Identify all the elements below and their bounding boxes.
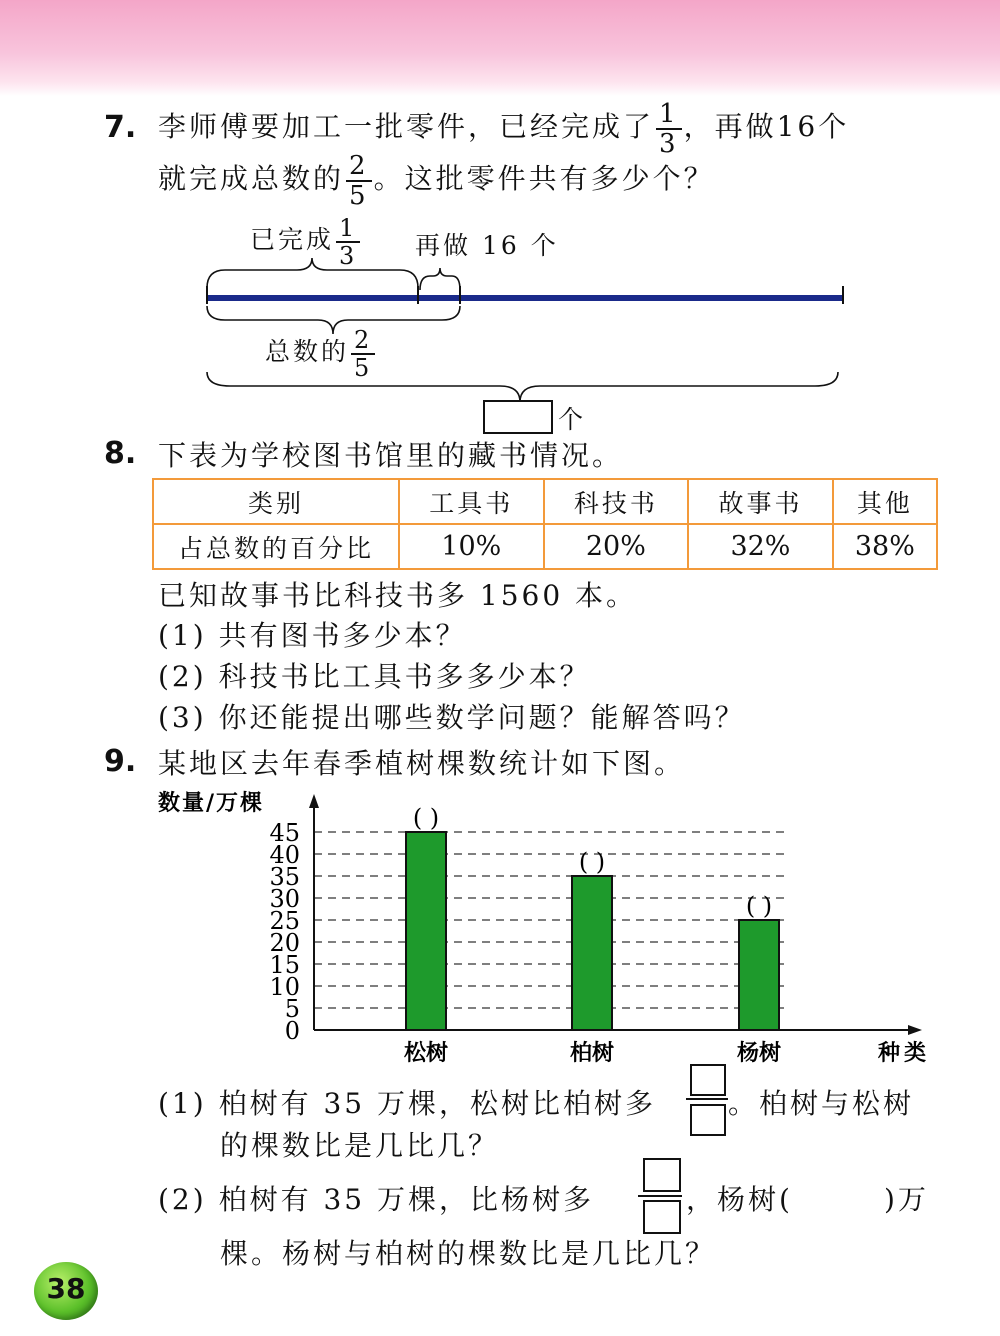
y-tick-label: 20 bbox=[269, 929, 300, 957]
bar-2 bbox=[572, 876, 612, 1030]
x-axis-arrow bbox=[908, 1025, 922, 1035]
q9-sub2-unit: )万 bbox=[884, 1183, 929, 1216]
q8-sub3 bbox=[158, 696, 746, 736]
fraction-numerator: 2 bbox=[349, 150, 369, 181]
q9-sub1-line2: 的棵数比是几比几？ bbox=[220, 1129, 500, 1162]
library-table bbox=[152, 478, 938, 570]
q9-sub1-tail: 。柏树与松树 bbox=[728, 1087, 915, 1120]
brace-done bbox=[207, 258, 418, 288]
bar-value-blank: ( ) bbox=[745, 892, 773, 920]
brace-two-fifths bbox=[207, 306, 460, 334]
table-header-cell: 科技书 bbox=[544, 479, 689, 524]
fraction-denominator: 3 bbox=[659, 128, 679, 159]
table-header-cell: 故事书 bbox=[688, 479, 833, 524]
sub-text: 柏树有 35 万棵，松树比柏树多 bbox=[218, 1087, 657, 1120]
q8-sub1 bbox=[158, 614, 467, 654]
q8-number: 8. bbox=[104, 436, 137, 471]
q9-sub1-denominator-box[interactable] bbox=[690, 1104, 726, 1136]
brace-total bbox=[207, 372, 838, 402]
table-header-cell: 其他 bbox=[833, 479, 937, 524]
bar-3 bbox=[739, 920, 779, 1030]
sub-text: 科技书比工具书多多少本？ bbox=[218, 660, 591, 693]
table-row-label: 占总数的百分比 bbox=[153, 524, 399, 569]
sub-index: (3) bbox=[158, 701, 207, 734]
q7-number: 7. bbox=[104, 110, 137, 145]
total-label-text: 总数的 bbox=[265, 337, 350, 366]
y-tick-label: 25 bbox=[269, 907, 300, 935]
fraction-numerator: 1 bbox=[339, 213, 358, 242]
q9-sub2-line1 bbox=[158, 1178, 594, 1218]
q9-sub2-blank[interactable] bbox=[810, 1178, 880, 1214]
fraction-denominator: 3 bbox=[339, 241, 358, 270]
x-axis-label: 种类 bbox=[878, 1040, 931, 1066]
x-tick-label: 柏树 bbox=[569, 1040, 615, 1066]
y-tick-label: 35 bbox=[269, 863, 300, 891]
q9-sub2-mid: ，杨树( bbox=[686, 1183, 793, 1216]
bar-value-blank: ( ) bbox=[412, 804, 440, 832]
y-tick-label: 10 bbox=[269, 973, 300, 1001]
sub-index: (1) bbox=[158, 1087, 207, 1120]
q7-line1-tail: ，再做16个 bbox=[683, 110, 850, 143]
sub-text: 你还能提出哪些数学问题？能解答吗？ bbox=[218, 701, 746, 734]
table-cell: 10% bbox=[399, 524, 544, 569]
fraction-numerator: 2 bbox=[354, 325, 373, 354]
q7-line2-head: 就完成总数的 bbox=[158, 162, 345, 195]
table-header-cell: 类别 bbox=[153, 479, 399, 524]
y-tick-label: 40 bbox=[269, 841, 300, 869]
x-tick-label: 杨树 bbox=[736, 1040, 782, 1066]
done-label-text: 已完成 bbox=[250, 225, 335, 254]
tree-bar-chart bbox=[140, 780, 960, 1080]
table-row bbox=[153, 524, 937, 569]
q8-given: 已知故事书比科技书多 1560 本。 bbox=[158, 579, 638, 612]
q9-sub2-numerator-box[interactable] bbox=[643, 1158, 681, 1192]
q9-sub1-numerator-box[interactable] bbox=[690, 1064, 726, 1096]
q9-sub2-fraction-bar bbox=[638, 1195, 682, 1197]
q9-sub2-line2: 棵。杨树与柏树的棵数比是几比几？ bbox=[220, 1237, 717, 1270]
table-header-row bbox=[153, 479, 937, 524]
q9-sub2-denominator-box[interactable] bbox=[643, 1200, 681, 1234]
bar-1 bbox=[406, 832, 446, 1030]
page-number: 38 bbox=[46, 1272, 86, 1305]
y-tick-label: 15 bbox=[269, 951, 300, 979]
sub-index: (1) bbox=[158, 619, 207, 652]
bar-value-blank: ( ) bbox=[578, 848, 606, 876]
sub-index: (2) bbox=[158, 1183, 207, 1216]
y-tick-label: 30 bbox=[269, 885, 300, 913]
fraction-denominator: 5 bbox=[354, 353, 373, 382]
q8-intro: 下表为学校图书馆里的藏书情况。 bbox=[158, 439, 624, 472]
q9-sub1-line1 bbox=[158, 1082, 656, 1122]
q9-sub1-fraction-bar bbox=[686, 1098, 728, 1100]
table-cell: 32% bbox=[688, 524, 833, 569]
sub-index: (2) bbox=[158, 660, 207, 693]
q7-answer-box[interactable] bbox=[483, 400, 553, 434]
q7-answer-unit: 个 bbox=[558, 405, 587, 434]
table-cell: 20% bbox=[544, 524, 689, 569]
fraction-numerator: 1 bbox=[659, 98, 679, 129]
q7-line1-text: 李师傅要加工一批零件，已经完成了 bbox=[158, 110, 655, 143]
y-tick-label: 5 bbox=[284, 995, 300, 1023]
y-axis-label: 数量/万棵 bbox=[158, 790, 265, 816]
y-tick-label: 45 bbox=[269, 819, 300, 847]
q7-line2-tail: 。这批零件共有多少个？ bbox=[373, 162, 715, 195]
fraction-denominator: 5 bbox=[349, 180, 369, 211]
table-cell: 38% bbox=[833, 524, 937, 569]
y-tick-label: 0 bbox=[284, 1017, 300, 1045]
x-tick-label: 松树 bbox=[403, 1040, 449, 1066]
q7-line-diagram bbox=[0, 0, 1000, 440]
sub-text: 柏树有 35 万棵，比杨树多 bbox=[218, 1183, 595, 1216]
q8-sub2 bbox=[158, 655, 591, 695]
sub-text: 共有图书多少本？ bbox=[218, 619, 467, 652]
q9-intro: 某地区去年春季植树棵数统计如下图。 bbox=[158, 747, 686, 780]
table-header-cell: 工具书 bbox=[399, 479, 544, 524]
q7-diagram-more-label: 再做 16 个 bbox=[415, 231, 559, 260]
y-axis-arrow bbox=[309, 794, 319, 808]
q9-number: 9. bbox=[104, 744, 137, 779]
brace-more bbox=[420, 268, 460, 290]
